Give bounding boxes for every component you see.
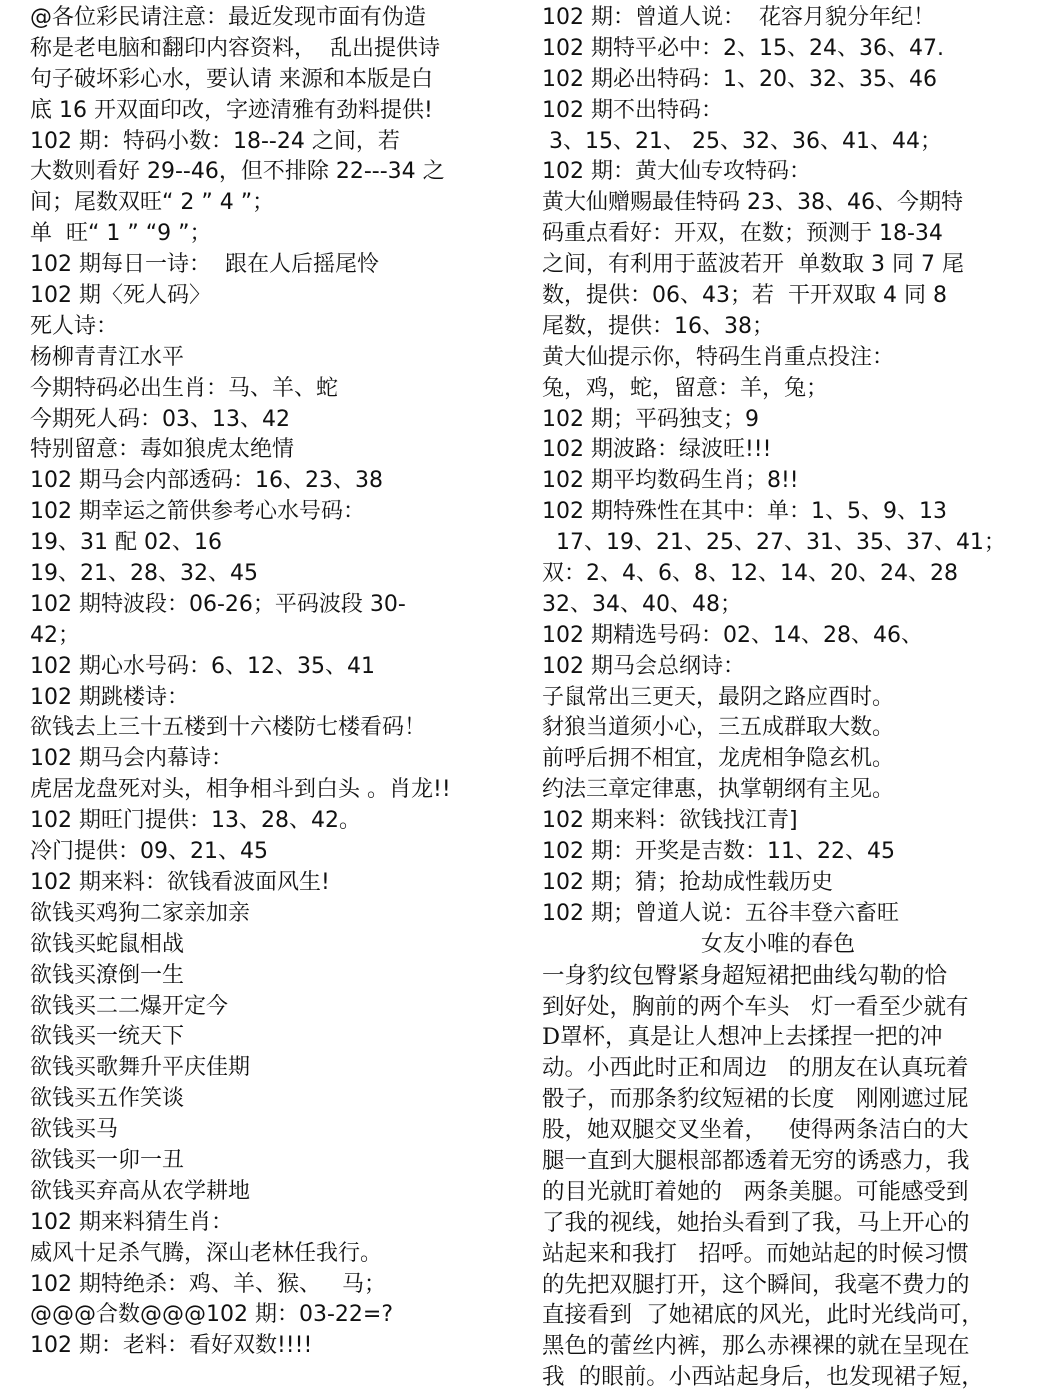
text-line: 黄大仙赠赐最佳特码 23、38、46、今期特 — [542, 190, 963, 216]
text-line: 兔，鸡，蛇，留意：羊，兔； — [542, 375, 829, 401]
text-line: 欲钱买蛇鼠相战 — [30, 931, 185, 957]
text-line: 前呼后拥不相宜，龙虎相争隐玄机。 — [542, 746, 895, 772]
text-line: 102 期特殊性在其中：单：1、5、9、13 — [542, 499, 947, 525]
text-line: 今期死人码：03、13、42 — [30, 406, 290, 432]
text-line: 欲钱买潦倒一生 — [30, 962, 185, 988]
text-line: 约法三章定律惠，执掌朝纲有主见。 — [542, 777, 895, 803]
story-title: 女友小唯的春色 — [700, 931, 855, 957]
text-line: 102 期幸运之箭供参考心水号码： — [30, 499, 365, 525]
text-line: 102 期旺门提供：13、28、42。 — [30, 808, 361, 834]
text-line: 102 期马会内幕诗： — [30, 746, 233, 772]
story-line: 到好处，胸前的两个车头 灯一看至少就有 — [542, 993, 969, 1020]
story-line: 腿一直到大腿根部都透着无穷的诱惑力，我 — [542, 1147, 970, 1174]
text-line: 欲钱买马 — [30, 1117, 119, 1143]
text-line: 102 期；猜；抢劫成性载历史 — [542, 869, 833, 895]
text-line: 欲钱买一卯一丑 — [30, 1147, 185, 1173]
text-line: 码重点看好：开双，在数；预测于 18-34 — [542, 221, 943, 247]
text-line: 102 期：开奖是吉数：11、22、45 — [542, 839, 895, 865]
text-line: 杨柳青青江水平 — [30, 344, 185, 370]
text-line: 102 期特波段：06-26；平码波段 30- — [30, 591, 406, 617]
text-line: 数，提供：06、43；若 干开双取 4 同 8 — [542, 283, 947, 309]
text-line: 之间，有利用于蓝波若开 单数取 3 同 7 尾 — [542, 252, 964, 278]
story-line: D罩杯，真是让人想冲上去揉捏一把的冲 — [542, 1024, 943, 1051]
text-line: 102 期马会总纲诗： — [542, 653, 745, 679]
text-line: 102 期：老料：看好双数!!!! — [30, 1333, 313, 1359]
text-line: 102 期波路：绿波旺!!! — [542, 437, 772, 463]
text-line: 死人诗： — [30, 313, 119, 339]
text-line: 间；尾数双旺“ 2 ” 4 ”； — [30, 190, 275, 216]
text-line: 102 期特平必中：2、15、24、36、47. — [542, 35, 944, 61]
text-line: 双：2、4、6、8、12、14、20、24、28 — [542, 561, 958, 587]
text-line: 欲钱买弃高从农学耕地 — [30, 1178, 251, 1204]
text-line: 102 期：曾道人说： 花容月貌分年纪！ — [542, 5, 935, 30]
story-line: 的先把双腿打开，这个瞬间，我毫不费力的 — [542, 1271, 970, 1298]
left-column — [30, 3, 512, 1362]
text-line: @@@合数@@@102 期：03-22=? — [30, 1302, 394, 1328]
text-line: 虎居龙盘死对头，相争相斗到白头 。肖龙!! — [30, 777, 451, 803]
story-line: 一身豹纹包臀紧身超短裙把曲线勾勒的恰 — [542, 962, 948, 989]
text-line: 豺狼当道须小心，三五成群取大数。 — [542, 715, 895, 741]
text-line: 单 旺“ 1 ” “9 ”； — [30, 221, 212, 247]
text-line: 102 期特绝杀：鸡、羊、猴、 马； — [30, 1271, 386, 1297]
text-line: 102 期平均数码生肖；8!! — [542, 468, 799, 494]
text-line: @各位彩民请注意：最近发现市面有伪造 — [30, 5, 427, 30]
text-line: 特别留意：毒如狼虎太绝情 — [30, 437, 295, 463]
text-line: 17、19、21、25、27、31、35、37、41； — [542, 530, 1006, 556]
story-line: 黑色的蕾丝内裤，那么赤裸裸的就在呈现在 — [542, 1333, 970, 1360]
text-line: 102 期；曾道人说：五谷丰登六畜旺 — [542, 900, 899, 926]
story-line: 的目光就盯着她的 两条美腿。可能感受到 — [542, 1178, 969, 1205]
text-line: 102 期每日一诗： 跟在人后摇尾怜 — [30, 252, 379, 278]
text-line: 19、21、28、32、45 — [30, 561, 258, 587]
text-line: 102 期心水号码：6、12、35、41 — [30, 653, 375, 679]
story-line: 了我的视线，她抬头看到了我，马上开心的 — [542, 1209, 970, 1236]
text-line: 102 期；平码独支；9 — [542, 406, 759, 432]
text-line: 句子破坏彩心水，要认请 来源和本版是白 — [30, 66, 433, 92]
text-line: 欲钱买二二爆开定今 — [30, 993, 229, 1019]
text-line: 102 期来料猜生肖： — [30, 1209, 233, 1235]
text-line: 欲钱买歌舞升平庆佳期 — [30, 1055, 251, 1081]
text-line: 32、34、40、48； — [542, 591, 742, 617]
text-line: 威风十足杀气腾，深山老林任我行。 — [30, 1240, 383, 1266]
text-line: 今期特码必出生肖：马、羊、蛇 — [30, 375, 339, 401]
text-line: 欲钱买五作笑谈 — [30, 1086, 185, 1112]
text-line: 子鼠常出三更天，最阴之路应酉时。 — [542, 684, 895, 710]
text-line: 102 期来料：欲钱找江青] — [542, 808, 798, 834]
text-line: 欲钱买一统天下 — [30, 1024, 185, 1050]
text-line: 42； — [30, 622, 80, 648]
text-line: 冷门提供：09、21、45 — [30, 839, 268, 865]
text-line: 底 16 开双面印改，字迹清雅有劲料提供! — [30, 97, 433, 123]
text-line: 黄大仙提示你，特码生肖重点投注： — [542, 344, 895, 370]
text-line: 称是老电脑和翻印内容资料， 乱出提供诗 — [30, 35, 440, 61]
text-line: 欲钱去上三十五楼到十六楼防七楼看码！ — [30, 715, 427, 741]
text-line: 3、15、21、 25、32、36、41、44； — [542, 128, 942, 154]
text-line: 102 期来料：欲钱看波面风生! — [30, 869, 330, 895]
text-line: 尾数，提供：16、38； — [542, 313, 774, 339]
text-line: 大数则看好 29--46，但不排除 22---34 之 — [30, 159, 445, 185]
text-line: 欲钱买鸡狗二家亲加亲 — [30, 900, 251, 926]
text-line: 102 期跳楼诗： — [30, 684, 189, 710]
text-line: 102 期：特码小数：18--24 之间，若 — [30, 128, 400, 154]
story-line: 直接看到 了她裙底的风光，此时光线尚可， — [542, 1302, 984, 1329]
text-line: 102 期马会内部透码：16、23、38 — [30, 468, 383, 494]
story-line: 股，她双腿交叉坐着， 使得两条洁白的大 — [542, 1117, 969, 1144]
text-line: 102 期〈死人码〉 — [30, 283, 211, 309]
story-line: 站起来和我打 招呼。而她站起的时候习惯 — [542, 1240, 969, 1267]
text-line: 102 期精选号码：02、14、28、46、 — [542, 622, 923, 648]
story-line: 骰子，而那条豹纹短裙的长度 刚刚遮过屁 — [542, 1086, 969, 1113]
text-line: 102 期必出特码：1、20、32、35、46 — [542, 66, 937, 92]
right-column — [542, 3, 1014, 1393]
text-line: 19、31 配 02、16 — [30, 530, 222, 556]
text-line: 102 期不出特码： — [542, 97, 723, 123]
text-line: 102 期：黄大仙专攻特码： — [542, 159, 811, 185]
story-line: 我 的眼前。小西站起身后，也发现裙子短， — [542, 1364, 984, 1391]
story-line: 动。小西此时正和周边 的朋友在认真玩着 — [542, 1055, 969, 1082]
